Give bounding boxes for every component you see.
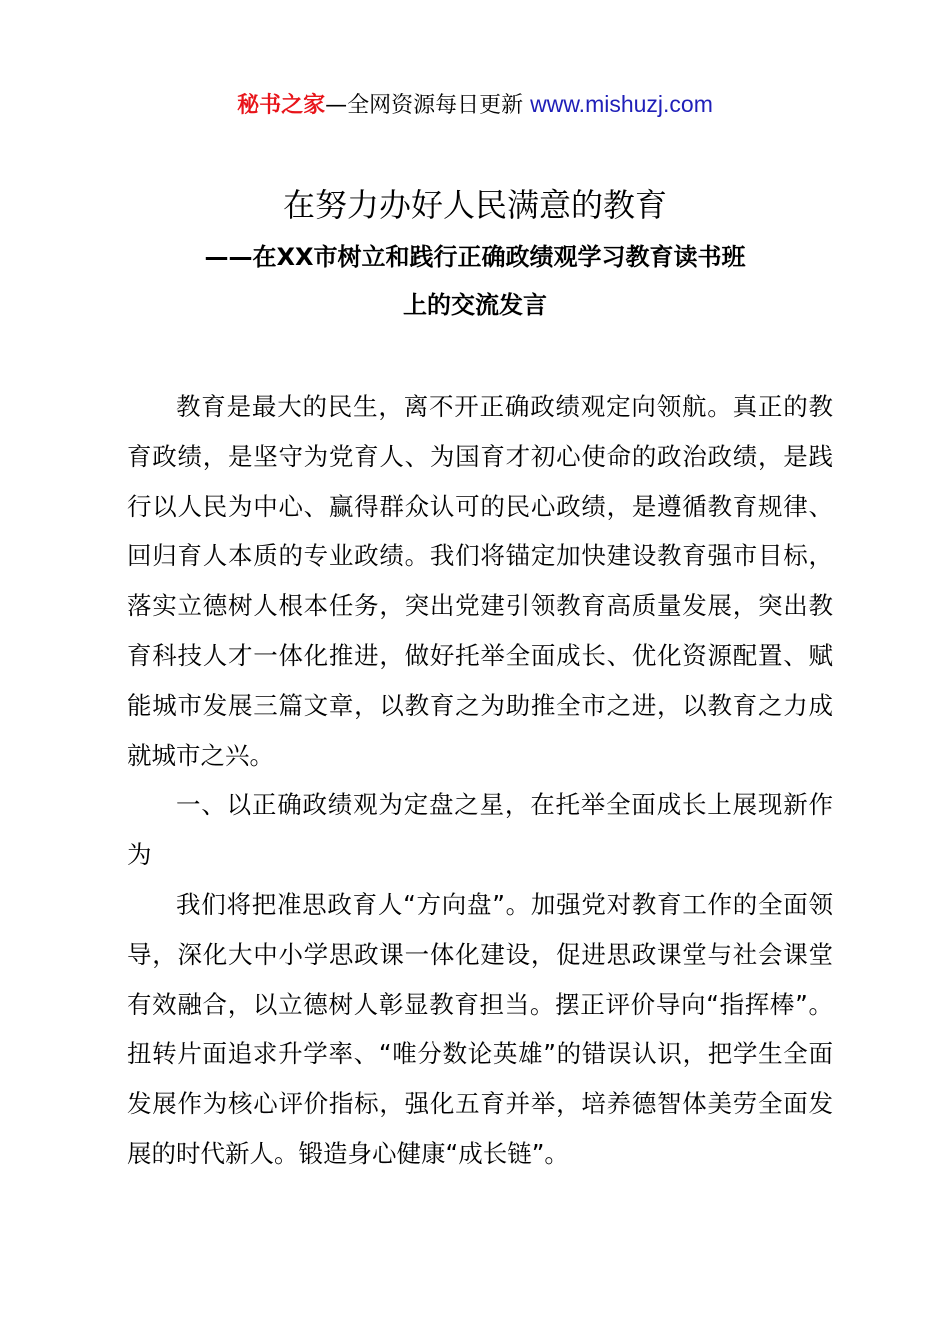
document-subtitle-line-1: ——在XX市树立和践行正确政绩观学习教育读书班 [204, 243, 746, 271]
site-url-link[interactable]: www.mishuzj.com [530, 91, 713, 117]
site-brand: 秘书之家 [237, 93, 326, 118]
section-heading-1: 一、以正确政绩观为定盘之星，在托举全面成长上展现新作为 [127, 790, 833, 870]
site-slogan: —全网资源每日更新 [325, 93, 531, 118]
paragraph-section-1: 我们将把准思政育人“方向盘”。加强党对教育工作的全面领导，深化大中小学思政课一体化建设，促进思政课堂与社会课堂有效融合，以立德树人彰显教育担当。摆正评价导向“指挥棒”。扭转片面追求升学率、“唯分数论英雄”的错误认识，把学生全面发展作为核心评价指标，强化五育并举，培养德智体美劳全面发展的时代新人。锻造身心健康“成长链”。 [127, 889, 833, 1168]
document-body [127, 382, 833, 1179]
site-header [0, 88, 950, 122]
document-title: 在努力办好人民满意的教育 [282, 186, 667, 224]
paragraph-intro: 教育是最大的民生，离不开正确政绩观定向领航。真正的教育政绩，是坚守为党育人、为国育才初心使命的政治政绩，是践行以人民为中心、赢得群众认可的民心政绩，是遵循教育规律、回归育人本质的专业政绩。我们将锚定加快建设教育强市目标，落实立德树人根本任务，突出党建引领教育高质量发展，突出教育科技人才一体化推进，做好托举全面成长、优化资源配置、赋能城市发展三篇文章，以教育之为助推全市之进，以教育之力成就城市之兴。 [127, 392, 833, 770]
document-subtitle-line-2: 上的交流发言 [403, 291, 547, 319]
